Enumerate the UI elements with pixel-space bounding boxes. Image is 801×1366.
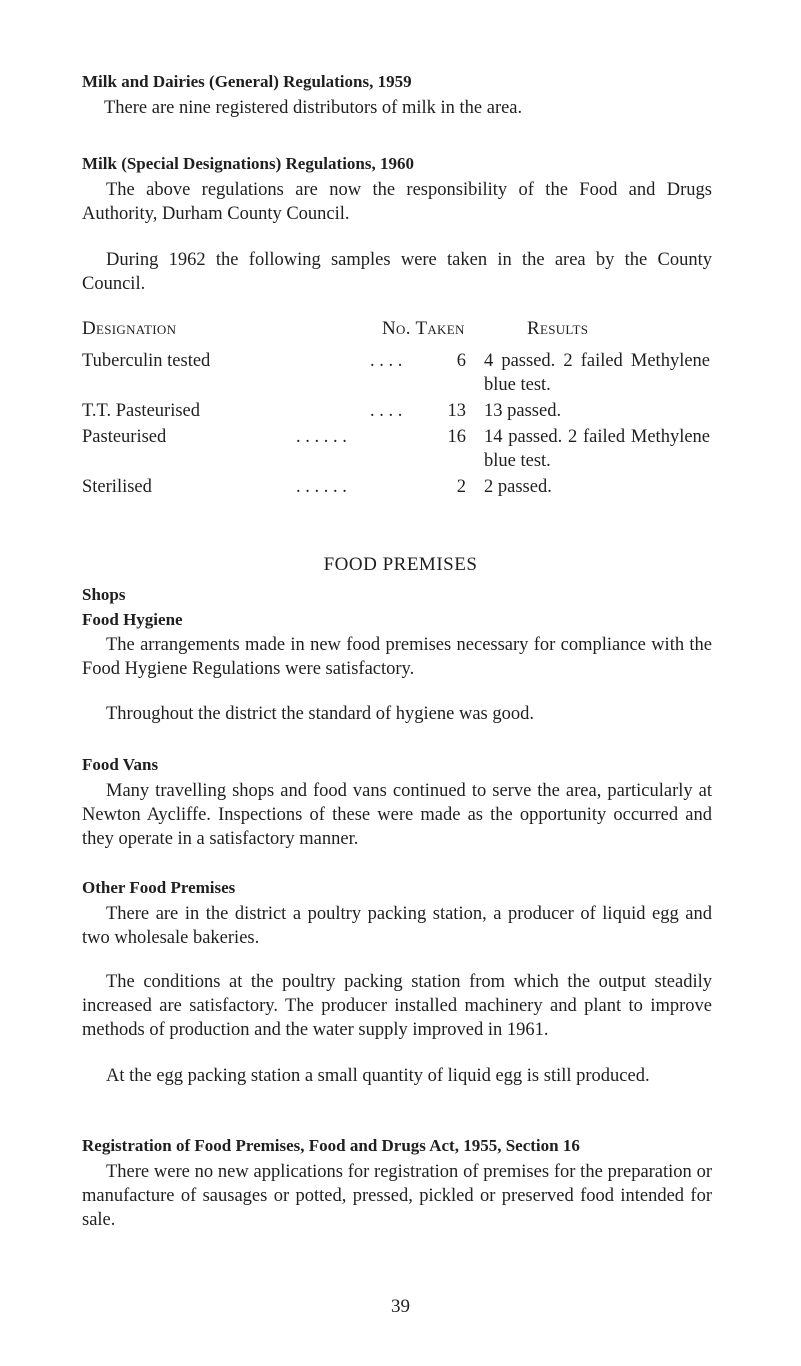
row-result: 4 passed. 2 failed Methylene blue test. (484, 351, 710, 395)
row-designation: Pasteurised (82, 427, 167, 447)
heading-milk-special: Milk (Special Designations) Regulations, 1960 (82, 154, 414, 173)
row-designation: Tuberculin tested (82, 351, 211, 371)
row-result: 13 passed. (484, 401, 562, 421)
row-taken: 16 (447, 427, 466, 447)
row-result: 2 passed. (484, 477, 552, 497)
col-header-results: Results (527, 318, 589, 339)
para-other-3: At the egg packing station a small quantity of liquid egg is still produced. (106, 1066, 650, 1086)
row-taken: 13 (447, 401, 466, 421)
heading-milk-general: Milk and Dairies (General) Regulations, 1959 (82, 72, 412, 91)
para-food-vans: Many travelling shops and food vans continued to serve the area, particularly at Newton Aycliffe. Inspections of these were made as the opportunity occurred and they operate in a satisfactory manner. (82, 781, 712, 849)
heading-registration: Registration of Food Premises, Food and Drugs Act, 1955, Section 16 (82, 1136, 580, 1155)
row-designation: Sterilised (82, 477, 152, 497)
heading-shops: Shops (82, 585, 126, 604)
page-number: 39 (391, 1296, 410, 1317)
section-title-food-premises: FOOD PREMISES (323, 554, 478, 575)
col-header-taken: No. Taken (382, 318, 465, 339)
row-taken: 6 (456, 351, 466, 371)
para-food-hygiene-1: The arrangements made in new food premises necessary for compliance with the Food Hygiene Regulations were satisfactory. (82, 635, 712, 679)
heading-other-food-premises: Other Food Premises (82, 878, 236, 897)
row-result: 14 passed. 2 failed Methylene blue test. (484, 427, 710, 471)
para-milk-special-1: The above regulations are now the responsibility of the Food and Drugs Authority, Durham County Council. (82, 180, 712, 224)
heading-food-hygiene: Food Hygiene (82, 610, 183, 629)
row-leader-dots: . . . . . . (296, 477, 347, 497)
row-designation: T.T. Pasteurised (82, 401, 200, 421)
para-other-2: The conditions at the poultry packing station from which the output steadily increased are satisfactory. The producer installed machinery and plant to improve methods of production and the water supply improved in 1961. (82, 972, 712, 1040)
row-taken: 2 (456, 477, 466, 497)
para-milk-special-2: During 1962 the following samples were taken in the area by the County Council. (82, 250, 712, 294)
heading-food-vans: Food Vans (82, 755, 159, 774)
para-other-1: There are in the district a poultry packing station, a producer of liquid egg and two wholesale bakeries. (82, 904, 712, 948)
row-leader-dots: . . . . . . (296, 427, 347, 447)
row-leader-dots: . . . . (370, 351, 403, 371)
col-header-designation: Designation (82, 318, 177, 339)
para-milk-general: There are nine registered distributors of milk in the area. (104, 98, 523, 118)
para-registration: There were no new applications for registration of premises for the preparation or manufacture of sausages or potted, pressed, pickled or preserved food intended for sale. (82, 1162, 712, 1230)
row-leader-dots: . . . . (370, 401, 403, 421)
para-food-hygiene-2: Throughout the district the standard of hygiene was good. (106, 704, 534, 724)
